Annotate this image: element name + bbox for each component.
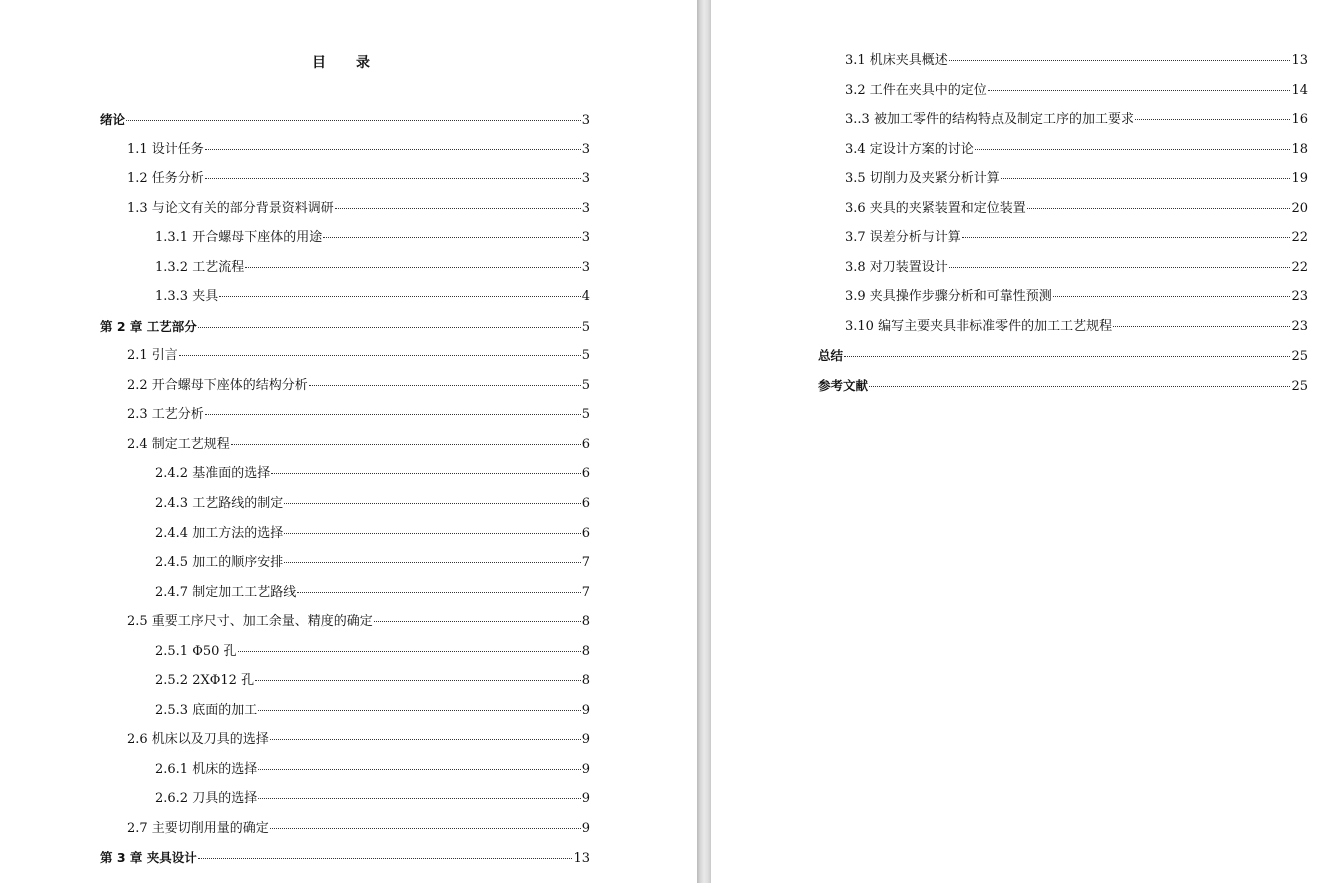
toc-entry-page: 23 bbox=[1291, 289, 1308, 304]
toc-entry-page: 9 bbox=[581, 732, 590, 747]
toc-leader-dots bbox=[205, 414, 581, 415]
toc-entry[interactable] bbox=[155, 673, 590, 689]
toc-entry[interactable] bbox=[845, 289, 1308, 305]
toc-leader-dots bbox=[219, 296, 581, 297]
toc-entry-page: 9 bbox=[581, 762, 590, 777]
toc-entry-label: 2.2 开合螺母下座体的结构分析 bbox=[127, 378, 308, 393]
toc-leader-dots bbox=[1135, 119, 1291, 120]
toc-entry-page: 16 bbox=[1291, 112, 1308, 127]
toc-entry[interactable] bbox=[127, 732, 590, 748]
toc-entry-label: 2.5.3 底面的加工 bbox=[155, 703, 258, 718]
toc-entry-label: 2.3 工艺分析 bbox=[127, 407, 204, 422]
toc-entry-label: 1.3.3 夹具 bbox=[155, 289, 219, 304]
toc-entry-page: 7 bbox=[581, 585, 590, 600]
toc-leader-dots bbox=[1053, 296, 1291, 297]
toc-entry-page: 6 bbox=[581, 526, 590, 541]
toc-leader-dots bbox=[126, 120, 581, 121]
toc-entry-page: 9 bbox=[581, 821, 590, 836]
toc-entry[interactable] bbox=[845, 112, 1308, 128]
toc-entry-page: 23 bbox=[1291, 319, 1308, 334]
toc-entry[interactable] bbox=[845, 201, 1308, 217]
toc-entry[interactable] bbox=[127, 407, 590, 423]
toc-entry-page: 22 bbox=[1291, 230, 1308, 245]
toc-entry-label: 1.3.1 开合螺母下座体的用途 bbox=[155, 230, 323, 245]
toc-entry[interactable] bbox=[155, 791, 590, 807]
toc-entry-page: 3 bbox=[581, 171, 590, 186]
toc-entry-label: 第 3 章 夹具设计 bbox=[100, 850, 197, 865]
toc-entry-label: 2.6.2 刀具的选择 bbox=[155, 791, 258, 806]
toc-entry[interactable] bbox=[155, 644, 590, 660]
toc-entry[interactable] bbox=[845, 53, 1308, 69]
toc-entry[interactable] bbox=[100, 319, 590, 335]
toc-leader-dots bbox=[975, 149, 1291, 150]
toc-leader-dots bbox=[179, 355, 581, 356]
toc-leader-dots bbox=[844, 356, 1290, 357]
toc-entry[interactable] bbox=[155, 555, 590, 571]
toc-entry-page: 5 bbox=[581, 407, 590, 422]
toc-entry-page: 18 bbox=[1291, 142, 1308, 157]
toc-leader-dots bbox=[374, 621, 581, 622]
toc-entry-page: 4 bbox=[581, 289, 590, 304]
toc-entry-label: 总结 bbox=[818, 348, 844, 363]
toc-entry-page: 5 bbox=[581, 348, 590, 363]
toc-entry-page: 13 bbox=[573, 851, 590, 866]
toc-entry-page: 19 bbox=[1291, 171, 1308, 186]
toc-entry-label: 2.4.3 工艺路线的制定 bbox=[155, 496, 284, 511]
toc-entry-label: 3.7 误差分析与计算 bbox=[845, 230, 961, 245]
toc-entry-page: 8 bbox=[581, 614, 590, 629]
toc-leader-dots bbox=[284, 562, 581, 563]
toc-leader-dots bbox=[205, 149, 581, 150]
toc-entry-label: 3.8 对刀装置设计 bbox=[845, 260, 948, 275]
toc-entry[interactable] bbox=[845, 319, 1308, 335]
toc-entry[interactable] bbox=[155, 260, 590, 276]
toc-leader-dots bbox=[1001, 178, 1291, 179]
toc-entry-page: 6 bbox=[581, 496, 590, 511]
toc-leader-dots bbox=[284, 533, 581, 534]
toc-entry-label: 2.4.5 加工的顺序安排 bbox=[155, 555, 284, 570]
toc-entry-page: 7 bbox=[581, 555, 590, 570]
toc-entry-label: 2.5 重要工序尺寸、加工余量、精度的确定 bbox=[127, 614, 373, 629]
toc-entry-label: 3.9 夹具操作步骤分析和可靠性预测 bbox=[845, 289, 1052, 304]
toc-entry-page: 25 bbox=[1291, 349, 1308, 364]
toc-entry-page: 3 bbox=[581, 260, 590, 275]
toc-leader-dots bbox=[198, 858, 573, 859]
toc-entry-label: 3.10 编写主要夹具非标准零件的加工工艺规程 bbox=[845, 319, 1113, 334]
toc-entry-label: 2.1 引言 bbox=[127, 348, 178, 363]
toc-entry-label: 1.1 设计任务 bbox=[127, 142, 204, 157]
toc-leader-dots bbox=[270, 739, 581, 740]
toc-leader-dots bbox=[258, 769, 581, 770]
toc-entry-label: 3..3 被加工零件的结构特点及制定工序的加工要求 bbox=[845, 112, 1134, 127]
toc-entry-label: 2.5.1 Φ50 孔 bbox=[155, 644, 237, 659]
toc-entry[interactable] bbox=[845, 230, 1308, 246]
toc-entry-label: 1.3 与论文有关的部分背景资料调研 bbox=[127, 201, 334, 216]
toc-title: 目 录 bbox=[312, 55, 378, 71]
page-gutter bbox=[697, 0, 711, 883]
toc-entry-page: 3 bbox=[581, 201, 590, 216]
toc-entry[interactable] bbox=[127, 171, 590, 187]
toc-entry-label: 3.1 机床夹具概述 bbox=[845, 53, 948, 68]
toc-entry-label: 3.6 夹具的夹紧装置和定位装置 bbox=[845, 201, 1026, 216]
toc-entry[interactable] bbox=[818, 378, 1308, 394]
toc-entry-page: 3 bbox=[581, 142, 590, 157]
toc-entry-label: 2.6 机床以及刀具的选择 bbox=[127, 732, 269, 747]
toc-leader-dots bbox=[949, 267, 1291, 268]
toc-entry[interactable] bbox=[155, 526, 590, 542]
toc-leader-dots bbox=[198, 327, 581, 328]
toc-leader-dots bbox=[245, 267, 581, 268]
toc-entry[interactable] bbox=[155, 585, 590, 601]
document-page-right bbox=[711, 0, 1338, 883]
toc-leader-dots bbox=[962, 237, 1291, 238]
toc-entry-page: 6 bbox=[581, 466, 590, 481]
toc-entry-page: 14 bbox=[1291, 83, 1308, 98]
toc-leader-dots bbox=[1027, 208, 1291, 209]
toc-entry-label: 第 2 章 工艺部分 bbox=[100, 319, 197, 334]
toc-entry[interactable] bbox=[845, 171, 1308, 187]
toc-leader-dots bbox=[284, 503, 581, 504]
toc-entry[interactable] bbox=[127, 142, 590, 158]
toc-entry[interactable] bbox=[127, 821, 590, 837]
toc-entry-page: 8 bbox=[581, 673, 590, 688]
toc-entry-label: 参考文献 bbox=[818, 378, 869, 393]
toc-entry[interactable] bbox=[155, 703, 590, 719]
toc-entry-label: 2.4 制定工艺规程 bbox=[127, 437, 230, 452]
toc-entry-page: 6 bbox=[581, 437, 590, 452]
toc-leader-dots bbox=[238, 651, 581, 652]
toc-entry-label: 1.3.2 工艺流程 bbox=[155, 260, 245, 275]
toc-entry[interactable] bbox=[127, 437, 590, 453]
toc-entry-label: 3.4 定设计方案的讨论 bbox=[845, 142, 974, 157]
toc-entry-label: 2.7 主要切削用量的确定 bbox=[127, 821, 269, 836]
toc-entry[interactable] bbox=[127, 378, 590, 394]
toc-entry-page: 22 bbox=[1291, 260, 1308, 275]
toc-entry-label: 3.5 切削力及夹紧分析计算 bbox=[845, 171, 1000, 186]
toc-entry-page: 9 bbox=[581, 703, 590, 718]
toc-leader-dots bbox=[205, 178, 581, 179]
toc-entry[interactable] bbox=[845, 142, 1308, 158]
toc-entry[interactable] bbox=[127, 614, 590, 630]
toc-entry-label: 2.4.2 基准面的选择 bbox=[155, 466, 271, 481]
toc-leader-dots bbox=[988, 90, 1291, 91]
toc-entry-page: 20 bbox=[1291, 201, 1308, 216]
toc-leader-dots bbox=[258, 798, 581, 799]
toc-entry-page: 8 bbox=[581, 644, 590, 659]
toc-entry-label: 绪论 bbox=[100, 112, 126, 127]
toc-entry-label: 2.4.7 制定加工工艺路线 bbox=[155, 585, 297, 600]
toc-leader-dots bbox=[255, 680, 581, 681]
toc-entry-label: 2.5.2 2XΦ12 孔 bbox=[155, 673, 255, 688]
toc-entry[interactable] bbox=[155, 289, 590, 305]
toc-entry[interactable] bbox=[818, 348, 1308, 364]
toc-leader-dots bbox=[309, 385, 581, 386]
toc-leader-dots bbox=[335, 208, 581, 209]
toc-entry[interactable] bbox=[845, 260, 1308, 276]
toc-entry-label: 1.2 任务分析 bbox=[127, 171, 204, 186]
toc-leader-dots bbox=[270, 828, 581, 829]
toc-entry-page: 5 bbox=[581, 378, 590, 393]
toc-entry[interactable] bbox=[100, 850, 590, 866]
toc-entry-page: 3 bbox=[581, 113, 590, 128]
toc-leader-dots bbox=[869, 386, 1290, 387]
toc-leader-dots bbox=[297, 592, 581, 593]
toc-entry-page: 9 bbox=[581, 791, 590, 806]
toc-entry[interactable] bbox=[127, 201, 590, 217]
toc-entry[interactable] bbox=[155, 466, 590, 482]
toc-leader-dots bbox=[1113, 326, 1290, 327]
toc-leader-dots bbox=[271, 473, 581, 474]
toc-entry-page: 3 bbox=[581, 230, 590, 245]
toc-entry[interactable] bbox=[155, 762, 590, 778]
toc-entry-page: 13 bbox=[1291, 53, 1308, 68]
toc-entry[interactable] bbox=[845, 83, 1308, 99]
toc-entry-page: 5 bbox=[581, 320, 590, 335]
toc-leader-dots bbox=[231, 444, 581, 445]
toc-entry[interactable] bbox=[100, 112, 590, 128]
toc-entry-label: 2.6.1 机床的选择 bbox=[155, 762, 258, 777]
toc-entry[interactable] bbox=[127, 348, 590, 364]
toc-leader-dots bbox=[949, 60, 1291, 61]
toc-leader-dots bbox=[323, 237, 581, 238]
toc-entry-label: 3.2 工件在夹具中的定位 bbox=[845, 83, 987, 98]
toc-entry[interactable] bbox=[155, 496, 590, 512]
toc-leader-dots bbox=[258, 710, 581, 711]
toc-entry[interactable] bbox=[155, 230, 590, 246]
toc-entry-page: 25 bbox=[1291, 379, 1308, 394]
toc-entry-label: 2.4.4 加工方法的选择 bbox=[155, 526, 284, 541]
